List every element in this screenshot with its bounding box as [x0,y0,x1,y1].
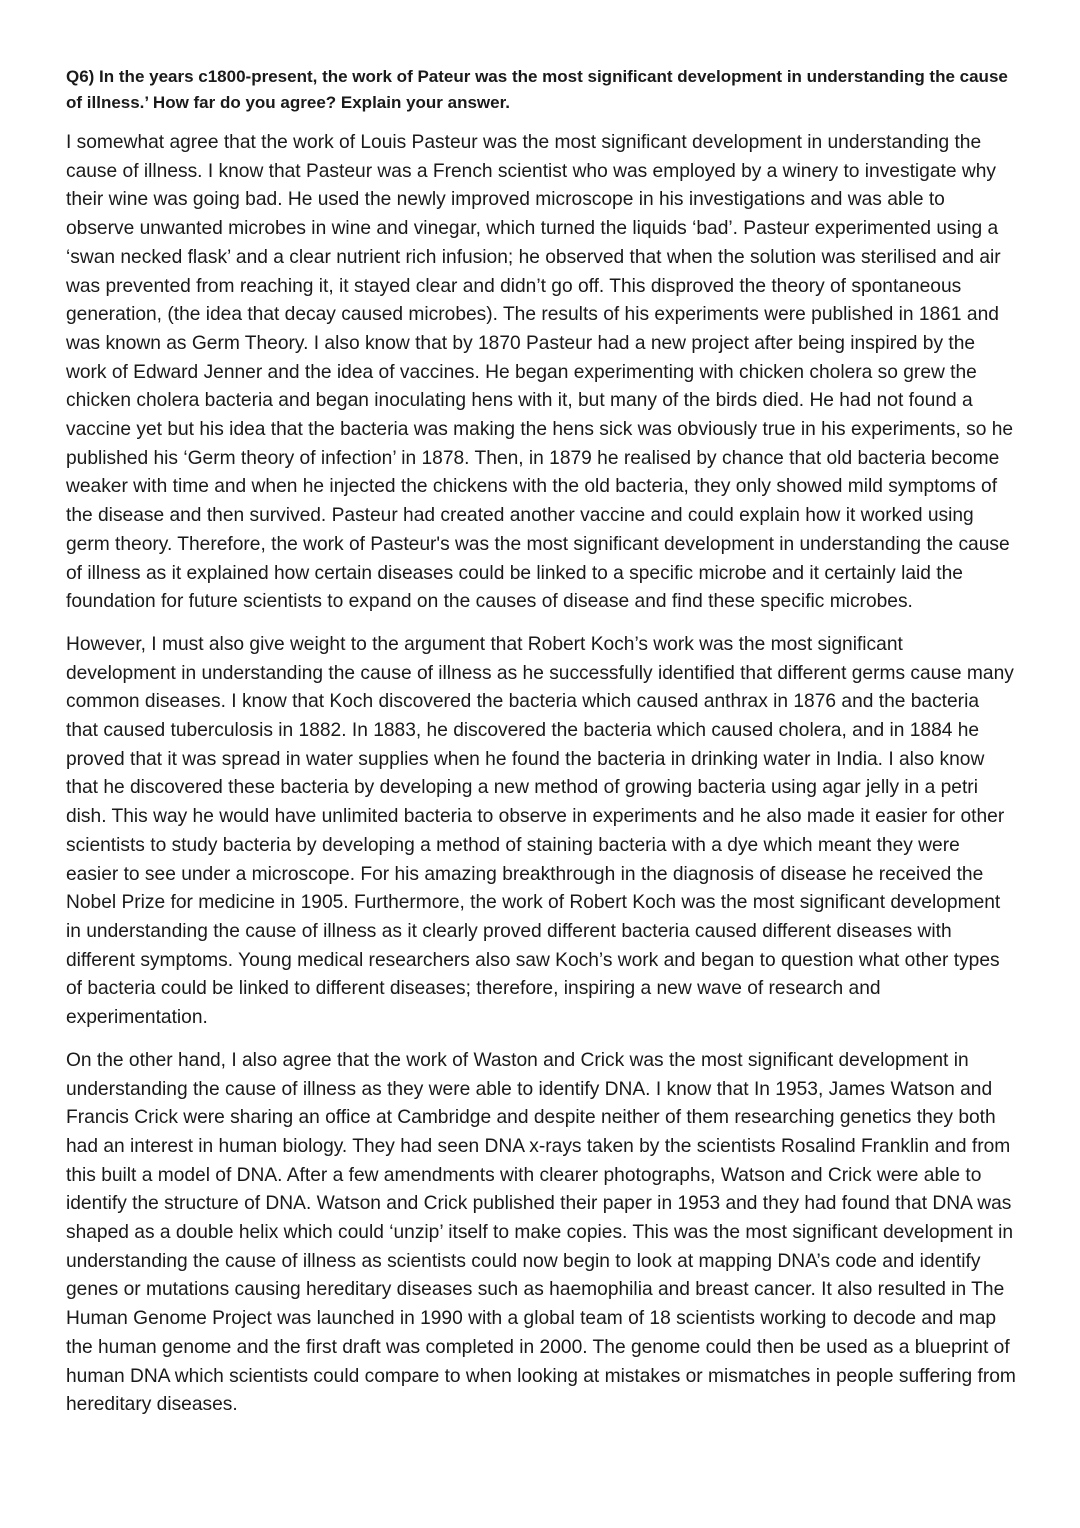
paragraph-koch: However, I must also give weight to the argument that Robert Koch’s work was the most significant development in understanding the cause of illness as he successfully identified that different germs cause many common diseases. I know that Koch discovered the bacteria which caused anthrax in 1876 and the bacteria that caused tuberculosis in 1882. In 1883, he discovered the bacteria which caused cholera, and in 1884 he proved that it was spread in water supplies when he found the bacteria in drinking water in India. I also know that he discovered these bacteria by developing a new method of growing bacteria using agar jelly in a petri dish. This way he would have unlimited bacteria to observe in experiments and he also made it easier for other scientists to study bacteria by developing a method of staining bacteria with a dye which meant they were easier to see under a microscope. For his amazing breakthrough in the diagnosis of disease he received the Nobel Prize for medicine in 1905. Furthermore, the work of Robert Koch was the most significant development in understanding the cause of illness as it clearly proved different bacteria caused different diseases with different symptoms. Young medical researchers also saw Koch’s work and began to question what other types of bacteria could be linked to different diseases; therefore, inspiring a new wave of research and experimentation. [66,633,1014,1029]
paragraph-pasteur: I somewhat agree that the work of Louis Pasteur was the most significant development in understanding the cause of illness. I know that Pasteur was a French scientist who was employed by a winery to investigate why their wine was going bad. He used the newly improved microscope in his investigations and was able to observe unwanted microbes in wine and vinegar, which turned the liquids ‘bad’. Pasteur experimented using a ‘swan necked flask’ and a clear nutrient rich infusion; he observed that when the solution was sterilised and air was prevented from reaching it, it stayed clear and didn’t go off. This disproved the theory of spontaneous generation, (the idea that decay caused microbes). The results of his experiments were published in 1861 and was known as Germ Theory. I also know that by 1870 Pasteur had a new project after being inspired by the work of Edward Jenner and the idea of vaccines. He began experimenting with chicken cholera so grew the chicken cholera bacteria and began inoculating hens with it, but many of the birds died. He had not found a vaccine yet but his idea that the bacteria was making the hens sick was obviously true in his experiments, so he published his ‘Germ theory of infection’ in 1878. Then, in 1879 he realised by chance that old bacteria become weaker with time and when he injected the chickens with the old bacteria, they only showed mild symptoms of the disease and then survived. Pasteur had created another vaccine and could explain how it worked using germ theory. Therefore, the work of Pasteur's was the most significant development in understanding the cause of illness as it explained how certain diseases could be linked to a specific microbe and it certainly laid the foundation for future scientists to expand on the causes of disease and find these specific microbes. [66,132,1014,613]
question-heading: Q6) In the years c1800-present, the work of Pateur was the most significant development in understanding the cause of illness.’ How far do you agree? Explain your answer. [66,67,1008,112]
essay-page [66,64,1016,1434]
paragraph-watson-crick: On the other hand, I also agree that the work of Waston and Crick was the most significant development in understanding the cause of illness as they were able to identify DNA. I know that In 1953, James Watson and Francis Crick were sharing an office at Cambridge and despite neither of them researching genetics they both had an interest in human biology. They had seen DNA x-rays taken by the scientists Rosalind Franklin and from this built a model of DNA. After a few amendments with clearer photographs, Watson and Crick were able to identify the structure of DNA. Watson and Crick published their paper in 1953 and they had found that DNA was shaped as a double helix which could ‘unzip’ itself to make copies. This was the most significant development in understanding the cause of illness as scientists could now begin to look at mapping DNA’s code and identify genes or mutations causing hereditary diseases such as haemophilia and breast cancer. It also resulted in The Human Genome Project was launched in 1990 with a global team of 18 scientists working to decode and map the human genome and the first draft was completed in 2000. The genome could then be used as a blueprint of human DNA which scientists could compare to when looking at mistakes or mismatches in people suffering from hereditary diseases. [66,1049,1016,1416]
